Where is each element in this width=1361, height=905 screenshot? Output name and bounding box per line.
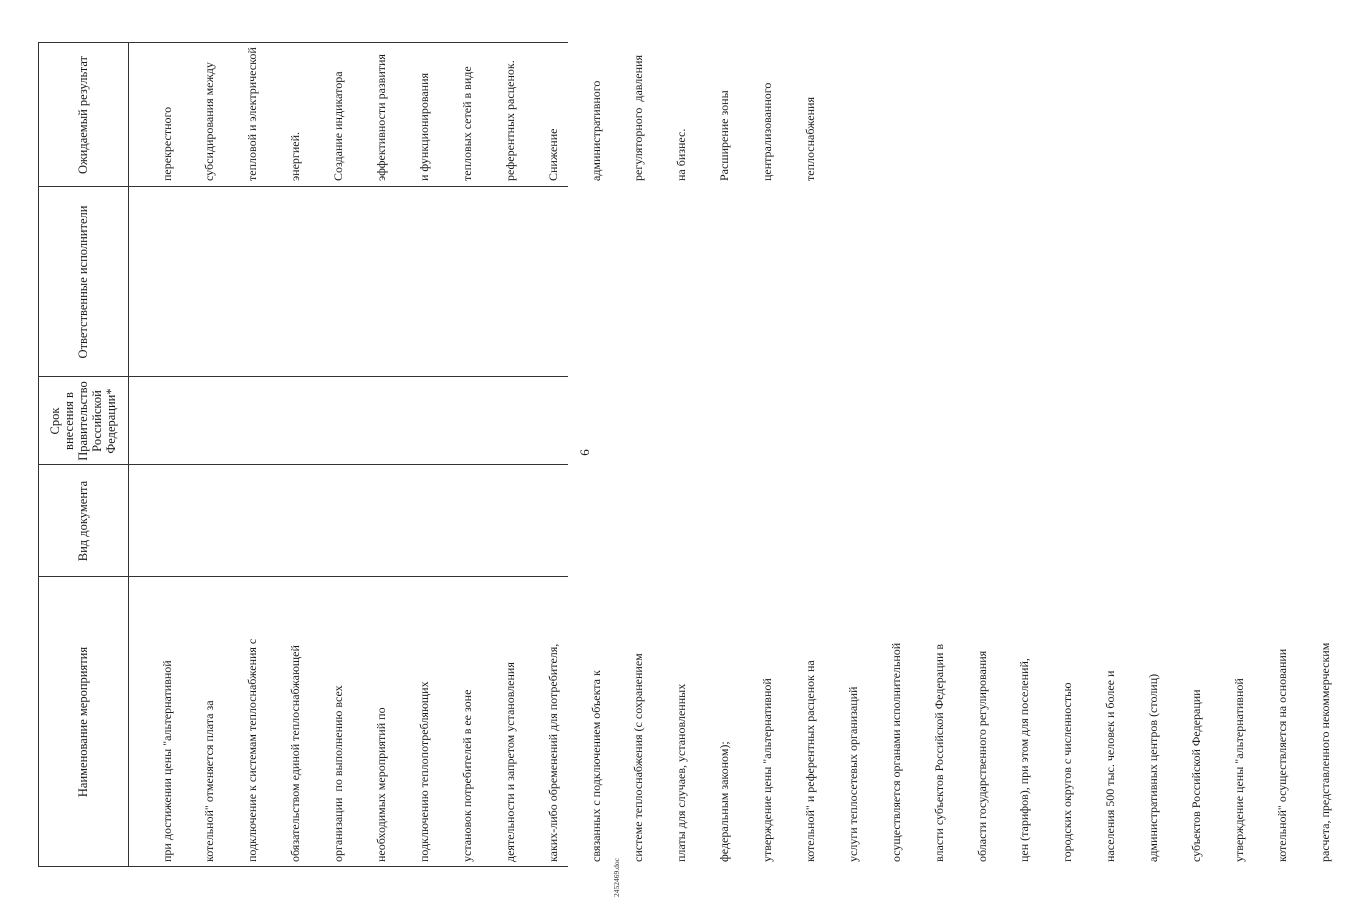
- measure-line: системе теплоснабжения (с сохранением: [631, 653, 646, 862]
- header-measure-name: [38, 577, 128, 867]
- header-deadline: [38, 377, 128, 465]
- measure-line: при достижении цены "альтернативной: [159, 660, 174, 862]
- header-deadline-line: Федерации*: [104, 388, 118, 454]
- result-line: тепловых сетей в виде: [459, 66, 474, 181]
- measure-line: услуги теплосетевых организаций: [845, 686, 860, 862]
- measure-line: необходимых мероприятий по: [374, 707, 389, 862]
- measure-line: подключение к системам теплоснабжения с: [245, 638, 260, 862]
- result-line: эффективности развития: [374, 54, 389, 181]
- measure-line: котельной" отменяется плата за: [202, 700, 217, 862]
- result-line: централизованного: [760, 82, 775, 181]
- header-deadline-line: внесения в: [62, 392, 76, 450]
- result-line: регуляторного давления: [631, 55, 646, 181]
- measure-line: установок потребителей в ее зоне: [459, 689, 474, 862]
- header-executors-text: Ответственные исполнители: [76, 205, 90, 359]
- result-line: и функционирования: [416, 72, 431, 181]
- measure-line: связанных с подключением объекта к: [588, 670, 603, 862]
- measure-line: утверждение цены "альтернативной: [760, 678, 775, 862]
- measure-line: федеральным законом);: [717, 741, 732, 862]
- result-line: административного: [588, 80, 603, 181]
- measure-line: котельной" и референтных расценок на: [802, 660, 817, 862]
- header-expected-result-text: Ожидаемый результат: [76, 55, 90, 175]
- result-line: на бизнес.: [674, 128, 689, 181]
- measure-line: населения 500 тыс. человек и более и: [1103, 670, 1118, 862]
- result-line: теплоснабжения: [802, 97, 817, 181]
- result-line: Создание индикатора: [331, 71, 346, 181]
- result-line: референтных расценок.: [502, 60, 517, 181]
- measure-line: осуществляется органами исполнительной: [888, 642, 903, 862]
- measure-line: власти субъектов Российской Федерации в: [931, 643, 946, 862]
- measures-table: [38, 43, 1332, 867]
- document-file-code: 2452469.doc: [612, 858, 621, 897]
- header-document-type-text: Вид документа: [76, 480, 90, 562]
- header-executors: [38, 187, 128, 377]
- measure-line: городских округов с численностью: [1060, 682, 1075, 862]
- result-line: перекрестного: [159, 106, 174, 181]
- measure-line: платы для случаев, установленных: [674, 683, 689, 862]
- measure-line: деятельности и запретом установления: [502, 662, 517, 862]
- result-line: тепловой и электрической: [245, 47, 260, 181]
- header-deadline-line: Правительство: [76, 381, 90, 461]
- result-line: Снижение: [545, 128, 560, 181]
- header-document-type: [38, 465, 128, 577]
- header-measure-name-text: Наименование мероприятия: [76, 646, 90, 798]
- result-line: Расширение зоны: [717, 90, 732, 181]
- measure-line: организации по выполнению всех: [331, 685, 346, 862]
- page-number: 6: [577, 449, 592, 456]
- measure-line: субъектов Российской Федерации: [1188, 689, 1203, 862]
- measure-line: цен (тарифов), при этом для поселений,: [1017, 658, 1032, 862]
- measure-description: [131, 578, 1361, 862]
- measure-line: подключению теплопотребляющих: [416, 681, 431, 862]
- measure-line: каких-либо обременений для потребителя,: [545, 643, 560, 862]
- header-deadline-line: Российской: [90, 390, 104, 452]
- header-bottom-border: [128, 43, 129, 867]
- result-line: энергией.: [288, 132, 303, 181]
- header-deadline-line: Срок: [48, 407, 62, 435]
- measure-line: утверждение цены "альтернативной: [1231, 678, 1246, 862]
- measure-line: расчета, представленного некоммерческим: [1317, 642, 1332, 862]
- measure-line: области государственного регулирования: [974, 650, 989, 862]
- expected-result: [131, 43, 846, 181]
- measure-line: административных центров (столиц): [1146, 673, 1161, 862]
- result-line: субсидирования между: [202, 62, 217, 181]
- header-expected-result: [38, 43, 128, 187]
- measure-line: обязательством единой теплоснабжающей: [288, 645, 303, 862]
- measure-line: котельной" осуществляется на основании: [1274, 648, 1289, 862]
